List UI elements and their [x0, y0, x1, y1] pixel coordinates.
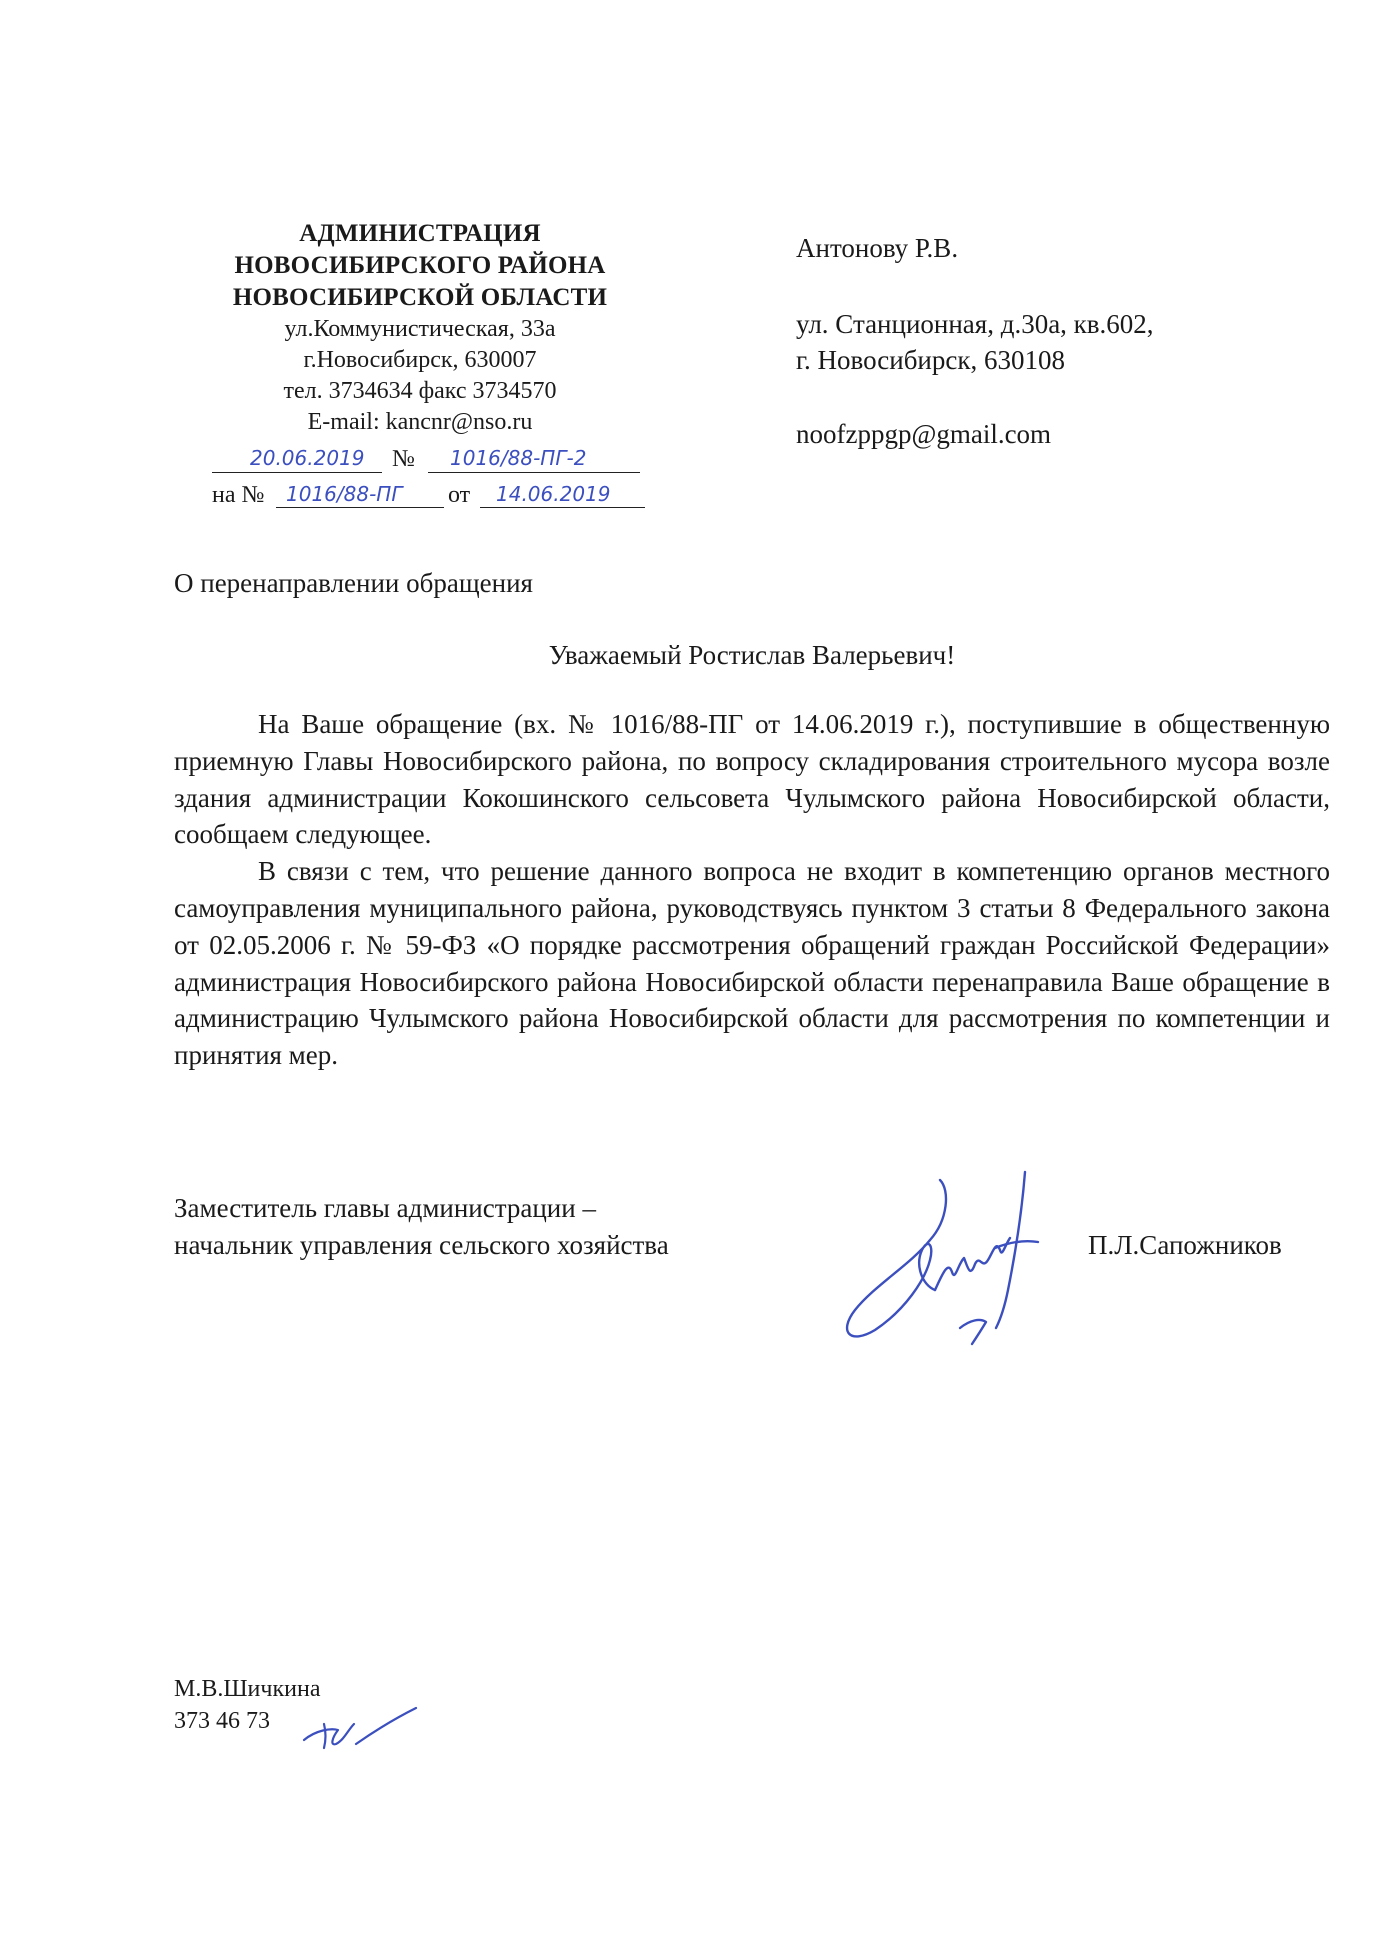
signatory-title-line-1: Заместитель главы администрации –: [174, 1193, 596, 1223]
sender-block: [200, 218, 640, 438]
executor-phone: 373 46 73: [174, 1708, 270, 1734]
org-name-line-1: АДМИНИСТРАЦИЯ: [299, 220, 541, 247]
reply-to-number: 1016/88-ПГ: [286, 482, 403, 506]
reply-to-date: 14.06.2019: [496, 482, 611, 506]
recipient-email: noofzppgp@gmail.com: [796, 419, 1052, 449]
reply-to-prefix: на №: [212, 482, 265, 508]
signatory-name: П.Л.Сапожников: [1088, 1230, 1282, 1260]
from-label: от: [448, 482, 471, 508]
sender-phone-fax: тел. 3734634 факс 3734570: [283, 378, 557, 404]
handwritten-initials: [296, 1700, 426, 1760]
reply-to-date-underline: [480, 507, 645, 508]
outgoing-date-underline: [212, 472, 382, 473]
letter-subject: О перенаправлении обращения: [174, 568, 533, 598]
reply-to-number-underline: [276, 507, 444, 508]
body-paragraph-2: В связи с тем, что решение данного вопроса не входит в компетенцию органов местного самоуправления муниципального района, руководствуясь пунктом 3 статьи 8 Федерального закона от 02.05.2006 г. № 59-ФЗ «О порядке рассмотрения обращений граждан Российской Федерации» администрация Новосибирского района Новосибирской области перенаправила Ваше обращение в администрацию Чулымского района Новосибирской области для рассмотрения по компетенции и принятия мер.: [174, 856, 1330, 1071]
sender-street: ул.Коммунистическая, 33а: [284, 316, 556, 342]
signatory-title: [174, 1190, 669, 1264]
handwritten-signature: [830, 1160, 1060, 1350]
number-sign: №: [392, 446, 415, 472]
recipient-city: г. Новосибирск, 630108: [796, 345, 1065, 375]
letter-body: [174, 706, 1330, 1074]
body-paragraph-1: На Ваше обращение (вх. № 1016/88-ПГ от 14.06.2019 г.), поступившие в общественную приемную Главы Новосибирского района, по вопросу складирования строительного мусора возле здания администрации Кокошинского сельсовета Чулымского района Новосибирской области, сообщаем следующее.: [174, 709, 1330, 850]
outgoing-number: 1016/88-ПГ-2: [450, 446, 587, 470]
outgoing-date: 20.06.2019: [250, 446, 365, 470]
org-name-line-2: НОВОСИБИРСКОГО РАЙОНА: [234, 252, 606, 279]
signatory-title-line-2: начальник управления сельского хозяйства: [174, 1230, 669, 1260]
executor-name: М.В.Шичкина: [174, 1676, 321, 1702]
outgoing-number-underline: [428, 472, 640, 473]
recipient-street: ул. Станционная, д.30а, кв.602,: [796, 309, 1154, 339]
org-name-line-3: НОВОСИБИРСКОЙ ОБЛАСТИ: [232, 284, 608, 311]
sender-city: г.Новосибирск, 630007: [303, 347, 537, 373]
recipient-name: Антонову Р.В.: [796, 233, 959, 263]
sender-email: E-mail: kancnr@nso.ru: [307, 409, 533, 435]
letter-greeting: Уважаемый Ростислав Валерьевич!: [548, 640, 956, 670]
